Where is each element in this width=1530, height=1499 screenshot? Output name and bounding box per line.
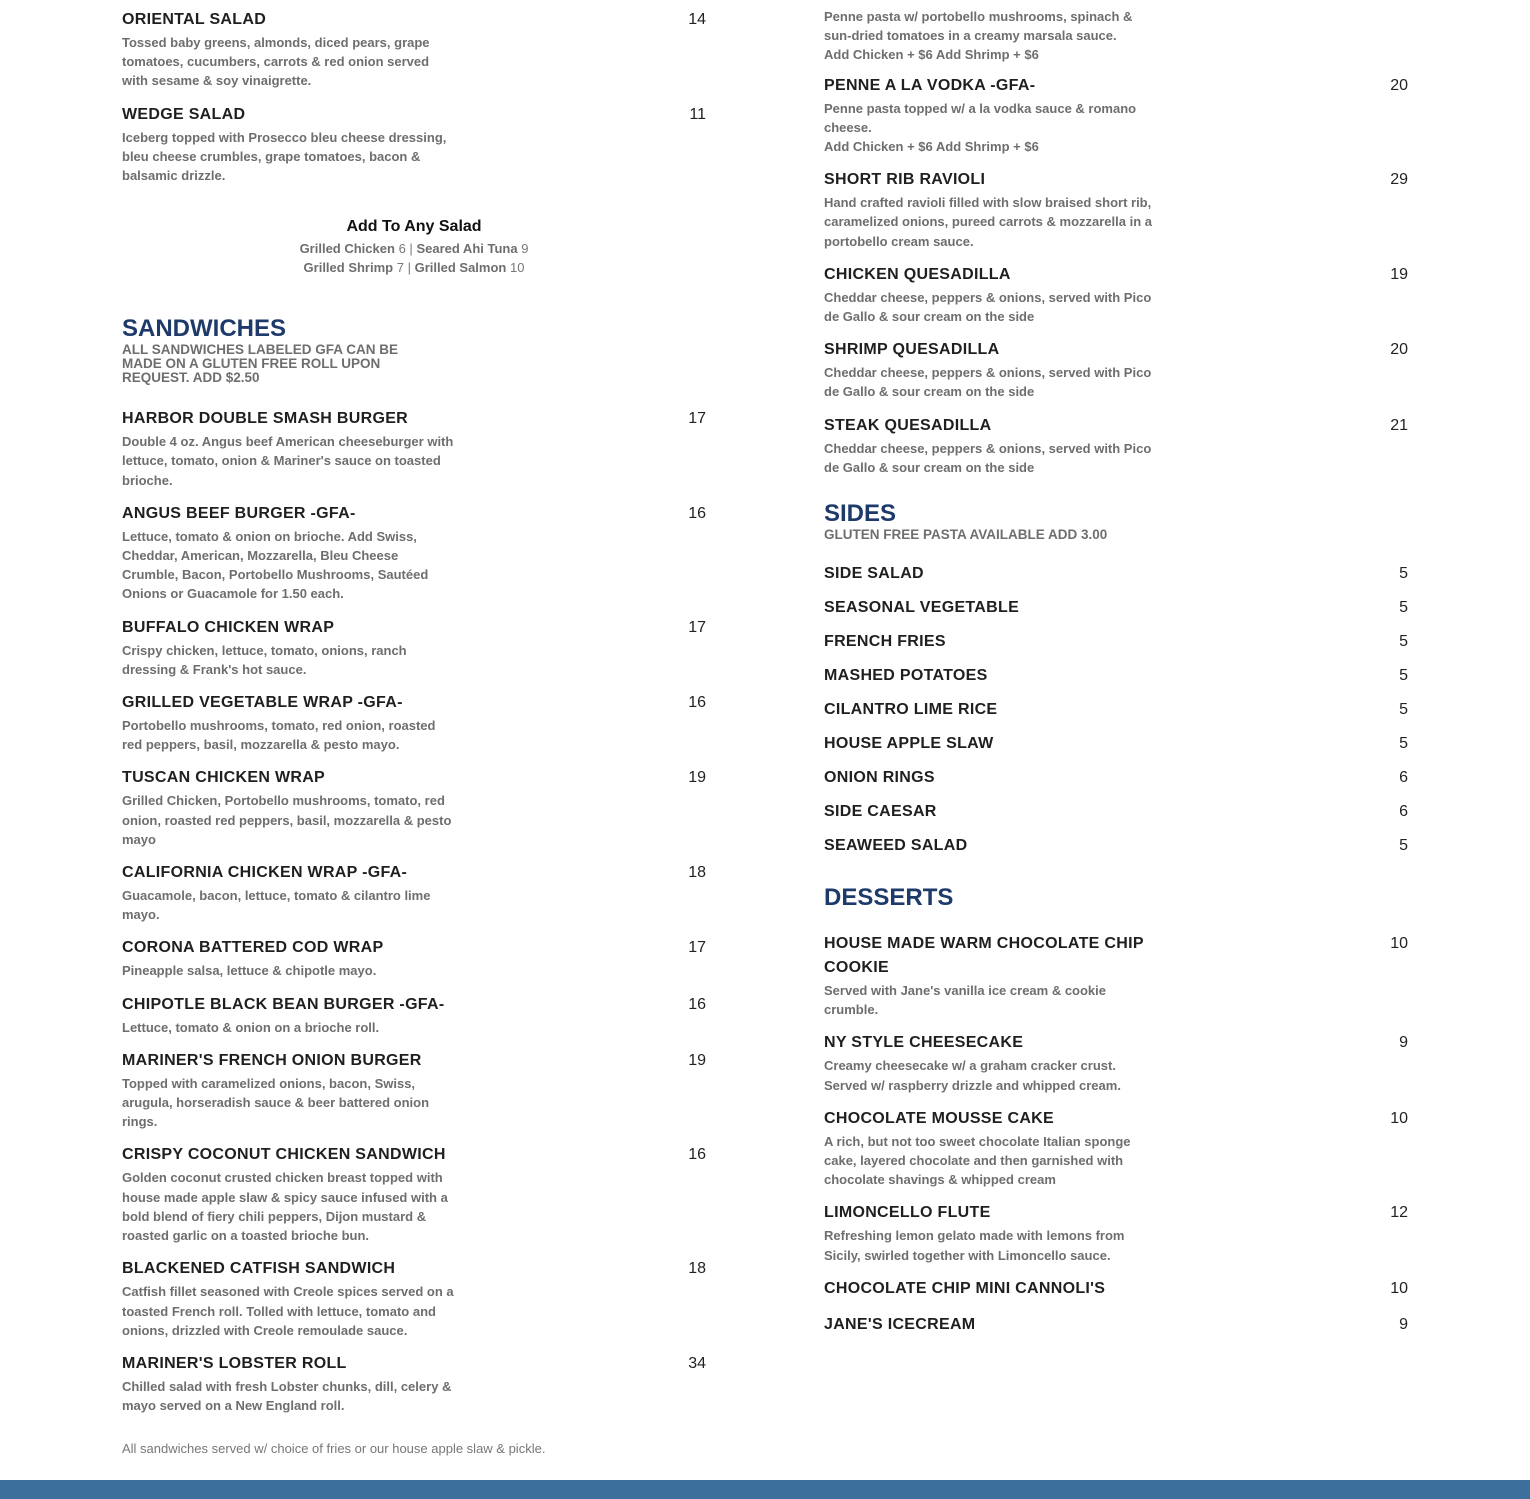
addon-label: Seared Ahi Tuna	[416, 241, 518, 257]
item-price: 6	[1399, 769, 1408, 787]
sandwiches-note: ALL SANDWICHES LABELED GFA CAN BE MADE ON A GLUTEN FREE ROLL UPON REQUEST. ADD $2.50	[122, 342, 399, 386]
item-price: 19	[688, 769, 706, 787]
menu-item	[122, 1352, 706, 1415]
item-price: 6	[1399, 803, 1408, 821]
item-price: 17	[688, 410, 706, 428]
item-name: SHORT RIB RAVIOLI	[824, 171, 986, 189]
addon-price: 10	[509, 260, 525, 276]
sandwiches-title: SANDWICHES	[122, 315, 287, 343]
add-to-salad-line-1	[0, 239, 828, 258]
salad-list	[122, 8, 706, 185]
item-description: Grilled Chicken, Portobello mushrooms, tomato, red onion, roasted red peppers, basil, mozzarella & pesto mayo	[122, 793, 452, 847]
item-description: Lettuce, tomato & onion on brioche. Add Swiss, Cheddar, American, Mozzarella, Bleu Cheese Crumble, Bacon, Portobello Mushrooms, Sautéed Onions or Guacamole for 1.50 each.	[122, 528, 429, 602]
item-description: Pineapple salsa, lettuce & chipotle mayo.	[122, 963, 377, 979]
item-name: CALIFORNIA CHICKEN WRAP -GFA-	[122, 864, 408, 882]
add-to-salad-line-2	[0, 258, 828, 277]
desserts-title: DESSERTS	[824, 884, 954, 912]
item-name: GRILLED VEGETABLE WRAP -GFA-	[122, 694, 403, 712]
item-price: 18	[688, 864, 706, 882]
menu-item	[824, 732, 1408, 756]
item-price: 17	[688, 939, 706, 957]
item-name: SEAWEED SALAD	[824, 837, 968, 855]
menu-item	[122, 1257, 706, 1340]
item-price: 17	[688, 618, 706, 636]
menu-item	[824, 74, 1408, 157]
item-name: SEASONAL VEGETABLE	[824, 599, 1020, 617]
item-name: PENNE A LA VODKA -GFA-	[824, 76, 1036, 94]
item-price: 9	[1399, 1315, 1408, 1333]
item-name: HOUSE MADE WARM CHOCOLATE CHIP COOKIE	[824, 935, 1144, 977]
item-name: ORIENTAL SALAD	[122, 11, 267, 28]
item-price: 5	[1399, 565, 1408, 583]
item-price: 5	[1399, 667, 1408, 685]
item-description: Golden coconut crusted chicken breast topped with house made apple slaw & spicy sauce infused with a bold blend of fiery chili peppers, Dijon mustard & roasted garlic on a toasted brioche bun.	[122, 1170, 448, 1244]
item-description: Iceberg topped with Prosecco bleu cheese dressing, bleu cheese crumbles, grape tomatoes, bacon & balsamic drizzle.	[122, 129, 447, 184]
item-description: Lettuce, tomato & onion on a brioche roll.	[122, 1019, 380, 1035]
item-description: Tossed baby greens, almonds, diced pears, grape tomatoes, cucumbers, carrots & red onion served with sesame & soy vinaigrette.	[122, 35, 430, 89]
item-price: 16	[688, 504, 706, 522]
item-description: Catfish fillet seasoned with Creole spices served on a toasted French roll. Tolled with lettuce, tomato and onions, drizzled with Creole remoulade sauce.	[122, 1284, 454, 1338]
item-name: SHRIMP QUESADILLA	[824, 341, 1000, 359]
item-price: 18	[688, 1260, 706, 1278]
menu-item	[122, 616, 706, 679]
menu-item	[824, 338, 1408, 401]
sandwiches-section	[122, 315, 706, 1458]
menu-item	[824, 766, 1408, 790]
item-description: Refreshing lemon gelato made with lemons from Sicily, swirled together with Limoncello sauce.	[824, 1228, 1125, 1263]
item-description: Hand crafted ravioli filled with slow braised short rib, caramelized onions, pureed carrots & mozzarella in a portobello cream sauce.	[824, 195, 1152, 249]
item-description: Portobello mushrooms, tomato, red onion, roasted red peppers, basil, mozzarella & pesto mayo.	[122, 718, 436, 753]
item-price: 34	[688, 1354, 706, 1372]
menu-item	[122, 103, 706, 186]
menu-item	[824, 1201, 1408, 1264]
item-name: CHOCOLATE MOUSSE CAKE	[824, 1109, 1055, 1127]
item-price: 16	[688, 1146, 706, 1164]
menu-item	[824, 834, 1408, 858]
item-price: 5	[1399, 701, 1408, 719]
menu-item	[122, 766, 706, 849]
menu-item	[122, 936, 706, 980]
item-description: Penne pasta topped w/ a la vodka sauce & romano cheese.	[824, 100, 1137, 135]
menu-item	[824, 630, 1408, 654]
item-name: WEDGE SALAD	[122, 105, 246, 123]
menu-item	[824, 1107, 1408, 1190]
menu-item	[824, 664, 1408, 688]
item-name: ONION RINGS	[824, 769, 935, 787]
dessert-list	[824, 932, 1408, 1337]
item-name: CHOCOLATE CHIP MINI CANNOLI'S	[824, 1279, 1106, 1297]
item-name: MARINER'S LOBSTER ROLL	[122, 1354, 347, 1372]
footer-bar	[0, 1480, 1530, 1499]
menu-item	[824, 698, 1408, 722]
item-price: 29	[1390, 171, 1408, 189]
item-description: A rich, but not too sweet chocolate Italian sponge cake, layered chocolate and then garnished with chocolate shavings & whipped cream	[824, 1133, 1131, 1188]
menu-item	[824, 932, 1408, 1019]
menu-item	[122, 993, 706, 1037]
item-description: Double 4 oz. Angus beef American cheeseburger with lettuce, tomato, onion & Mariner's sauce on toasted brioche.	[122, 434, 454, 488]
menu-item	[122, 8, 706, 91]
item-name: HOUSE APPLE SLAW	[824, 735, 994, 753]
item-name: ANGUS BEEF BURGER -GFA-	[122, 504, 356, 522]
right-column	[824, 6, 1408, 1349]
menu-item	[122, 691, 706, 754]
item-price: 5	[1399, 735, 1408, 753]
menu-item	[824, 800, 1408, 824]
addon-price: 7	[396, 260, 404, 276]
item-price: 19	[688, 1051, 706, 1069]
sandwiches-footnote: All sandwiches served w/ choice of fries or our house apple slaw & pickle.	[122, 1441, 546, 1457]
addon-price: 9	[521, 241, 529, 257]
item-name: TUSCAN CHICKEN WRAP	[122, 769, 326, 787]
item-price: 5	[1399, 633, 1408, 651]
item-price: 10	[1390, 935, 1408, 953]
addon-separator: |	[409, 241, 413, 257]
side-list	[824, 562, 1408, 858]
item-description: Cheddar cheese, peppers & onions, served with Pico de Gallo & sour cream on the side	[824, 289, 1152, 325]
left-column	[122, 8, 706, 1458]
item-price: 10	[1390, 1109, 1408, 1127]
item-price: 19	[1390, 265, 1408, 283]
item-name: FRENCH FRIES	[824, 633, 946, 651]
addon-separator: |	[407, 260, 411, 276]
item-name: LIMONCELLO FLUTE	[824, 1204, 991, 1222]
item-description: Penne pasta w/ portobello mushrooms, spinach & sun-dried tomatoes in a creamy marsala sauce.	[824, 9, 1133, 44]
menu-item	[824, 263, 1408, 326]
menu-item	[122, 502, 706, 604]
menu-item	[824, 1277, 1408, 1301]
menu-item	[824, 168, 1408, 251]
menu-item	[824, 562, 1408, 586]
item-description: Cheddar cheese, peppers & onions, served with Pico de Gallo & sour cream on the side	[824, 440, 1152, 475]
item-price: 11	[689, 105, 706, 123]
entree-list	[824, 74, 1408, 477]
add-to-salad	[0, 215, 828, 277]
addon-label: Grilled Salmon	[414, 260, 507, 276]
sides-note: GLUTEN FREE PASTA AVAILABLE ADD 3.00	[824, 527, 1108, 543]
item-name: MARINER'S FRENCH ONION BURGER	[122, 1051, 422, 1069]
item-price: 20	[1390, 76, 1408, 94]
item-price: 20	[1390, 341, 1408, 359]
menu-item-partial	[824, 7, 1408, 65]
item-description: Chilled salad with fresh Lobster chunks, dill, celery & mayo served on a New England roll.	[122, 1378, 452, 1414]
menu-item	[824, 414, 1408, 477]
item-description: Crispy chicken, lettuce, tomato, onions, ranch dressing & Frank's hot sauce.	[122, 642, 407, 677]
menu-item	[122, 407, 706, 490]
item-description: Creamy cheesecake w/ a graham cracker crust. Served w/ raspberry drizzle and whipped cream.	[824, 1058, 1121, 1093]
item-price: 5	[1399, 837, 1408, 855]
sides-title: SIDES	[824, 500, 897, 528]
item-price: 16	[688, 694, 706, 712]
item-price: 9	[1399, 1034, 1408, 1052]
item-description: Guacamole, bacon, lettuce, tomato & cilantro lime mayo.	[122, 888, 431, 923]
item-price: 21	[1390, 416, 1408, 434]
item-price: 14	[688, 11, 706, 28]
item-name: MASHED POTATOES	[824, 667, 988, 685]
menu-item	[122, 1143, 706, 1245]
addon-label: Grilled Shrimp	[303, 260, 394, 276]
item-name: NY STYLE CHEESECAKE	[824, 1034, 1024, 1052]
item-name: CILANTRO LIME RICE	[824, 701, 998, 719]
item-name: CHICKEN QUESADILLA	[824, 265, 1011, 283]
item-name: CHIPOTLE BLACK BEAN BURGER -GFA-	[122, 995, 445, 1013]
menu-item	[122, 1049, 706, 1132]
item-price: 5	[1399, 599, 1408, 617]
menu-item	[824, 1031, 1408, 1094]
add-to-salad-heading: Add To Any Salad	[346, 218, 482, 236]
menu-item	[122, 861, 706, 924]
item-name: SIDE SALAD	[824, 565, 924, 583]
item-name: BUFFALO CHICKEN WRAP	[122, 618, 335, 636]
item-price: 10	[1390, 1279, 1408, 1297]
menu-item	[824, 596, 1408, 620]
item-name: HARBOR DOUBLE SMASH BURGER	[122, 410, 409, 428]
sides-section	[824, 500, 1408, 858]
item-name: JANE'S ICECREAM	[824, 1315, 976, 1333]
item-name: CORONA BATTERED COD WRAP	[122, 939, 384, 957]
item-addon: Add Chicken + $6 Add Shrimp + $6	[824, 139, 1039, 155]
item-description: Served with Jane's vanilla ice cream & cookie crumble.	[824, 983, 1107, 1018]
desserts-section	[824, 884, 1408, 1337]
menu-item	[824, 1313, 1408, 1337]
item-addon: Add Chicken + $6 Add Shrimp + $6	[824, 47, 1039, 63]
item-name: SIDE CAESAR	[824, 803, 937, 821]
item-name: STEAK QUESADILLA	[824, 416, 992, 434]
addon-label: Grilled Chicken	[299, 241, 395, 257]
item-name: CRISPY COCONUT CHICKEN SANDWICH	[122, 1146, 446, 1164]
sandwich-list	[122, 407, 706, 1415]
item-description: Topped with caramelized onions, bacon, Swiss, arugula, horseradish sauce & beer battered onion rings.	[122, 1075, 430, 1130]
item-description: Cheddar cheese, peppers & onions, served with Pico de Gallo & sour cream on the side	[824, 365, 1152, 400]
addon-price: 6	[398, 241, 406, 257]
item-name: BLACKENED CATFISH SANDWICH	[122, 1260, 396, 1278]
item-price: 16	[688, 995, 706, 1013]
item-price: 12	[1390, 1204, 1408, 1222]
